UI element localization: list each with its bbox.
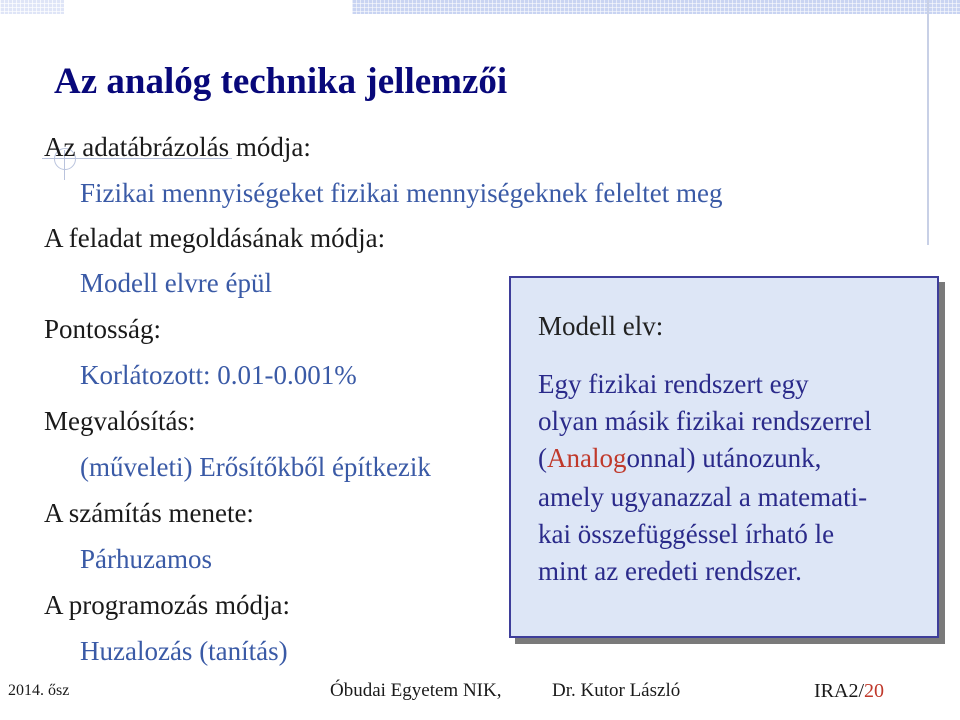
decorative-vertical-line: [927, 0, 929, 245]
bullet-detail: Modell elvre épül: [80, 268, 272, 298]
callout-paren: (: [538, 443, 547, 473]
model-principle-callout: [509, 276, 939, 638]
bullet-label: Pontosság:: [44, 314, 162, 344]
slide-number: 20: [864, 680, 884, 702]
footer-author: Dr. Kutor László: [552, 680, 681, 701]
callout-text-line: olyan másik fizikai rendszerrel: [538, 406, 872, 436]
callout-text-line: Egy fizikai rendszert egy: [538, 369, 809, 399]
bullet-label: Megvalósítás:: [44, 406, 196, 436]
bullet-detail: Huzalozás (tanítás): [80, 636, 288, 666]
bullet-label: A programozás módja:: [44, 590, 290, 620]
bullet-label: A feladat megoldásának módja:: [44, 223, 386, 253]
bullet-label: A számítás menete:: [44, 498, 254, 528]
slide-title: Az analóg technika jellemzői: [54, 61, 508, 102]
footer-date: 2014. ősz: [8, 682, 70, 699]
slide-prefix: IRA2/: [814, 680, 864, 702]
callout-text-line: kai összefüggéssel írható le: [538, 519, 835, 549]
decorative-header-bar-left: [0, 0, 64, 14]
callout-text-line: [538, 442, 821, 474]
callout-heading: Modell elv:: [538, 311, 664, 341]
callout-text-rest: onnal) utánozunk,: [626, 443, 822, 473]
footer-slide-number: [814, 680, 884, 703]
bullet-detail: (műveleti) Erősítőkből építkezik: [80, 452, 431, 482]
decorative-header-bar: [352, 0, 960, 14]
callout-text-line: amely ugyanazzal a matemati-: [538, 482, 868, 512]
callout-highlight: Analog: [547, 443, 627, 473]
bullet-detail: Korlátozott: 0.01-0.001%: [80, 360, 357, 390]
bullet-detail: Párhuzamos: [80, 544, 212, 574]
bullet-label: Az adatábrázolás módja:: [44, 132, 311, 162]
callout-text-line: mint az eredeti rendszer.: [538, 556, 802, 586]
footer-institution: Óbudai Egyetem NIK,: [330, 680, 502, 701]
bullet-detail: Fizikai mennyiségeket fizikai mennyiségeknek feleltet meg: [80, 178, 723, 208]
